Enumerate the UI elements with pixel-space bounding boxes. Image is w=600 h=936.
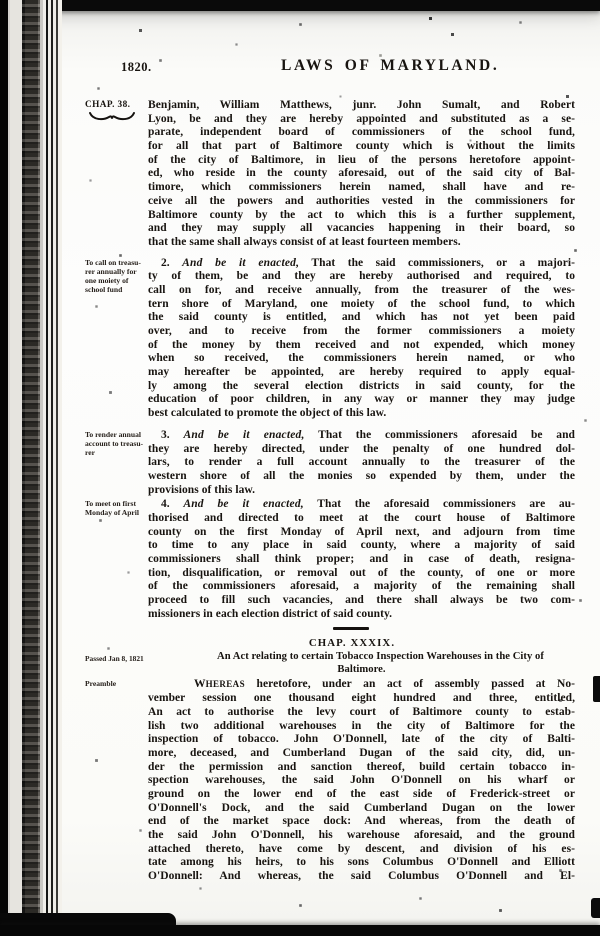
margin-note-line: To meet on first bbox=[85, 499, 136, 509]
act-section bbox=[85, 498, 583, 621]
text-line: the said John O'Donnell, his warehouse aforesaid, and the ground bbox=[148, 829, 575, 841]
margin-note bbox=[85, 257, 148, 421]
text-line: proceed to fill such vacancies, and there shall always be two com- bbox=[148, 594, 575, 607]
text-line: western shore of all the monies so expended by them, under the bbox=[148, 469, 575, 482]
text-line: and they may supply all vacancies happening in their board, so bbox=[148, 222, 575, 235]
text-line: tern shore of Maryland, one moiety of the school fund, to which bbox=[148, 297, 575, 310]
text-line: best calculated to promote the object of this law. bbox=[148, 407, 387, 420]
act-section bbox=[85, 99, 583, 250]
text-line: over, and to receive from the former commissioners a moiety bbox=[148, 325, 575, 337]
chapter-39-title-row bbox=[85, 650, 583, 676]
paragraph bbox=[148, 429, 575, 497]
margin-note bbox=[85, 99, 148, 250]
text-line: Lyon, be and they are hereby appointed and substituted as a se- bbox=[148, 112, 575, 125]
margin-note bbox=[85, 650, 148, 676]
text-line: parate, independent board of commissioners of the school fund, bbox=[148, 126, 575, 139]
text-line: attached thereto, have come by descent, and division of his es- bbox=[148, 842, 575, 855]
margin-note-line: rer annually for bbox=[85, 266, 137, 276]
text-line: ceive all the powers and authorities vested in the commissioners for bbox=[148, 194, 575, 207]
text-line: call on for, and receive annually, from the treasurer of the wes- bbox=[148, 283, 575, 296]
paragraph bbox=[148, 678, 575, 883]
margin-note-line: Monday of April bbox=[85, 508, 140, 518]
text-line: der the permission and sanction thereof, build certain tobacco in- bbox=[148, 760, 575, 773]
margin-note-line: To render annual bbox=[85, 429, 141, 439]
margin-note-line: rer bbox=[85, 447, 95, 457]
text-line: 2. And be it enacted, That the said commissioners, or a majori- bbox=[161, 256, 575, 269]
text-line: provisions of this law. bbox=[148, 483, 256, 496]
brace-icon bbox=[89, 111, 135, 122]
text-line: end of the market space dock: And whereas, from the death of bbox=[148, 815, 575, 828]
text-line: 4. And be it enacted, That the aforesaid commissioners are au- bbox=[161, 498, 575, 511]
scan-mark-right bbox=[593, 676, 600, 702]
text-line: O'Donnell: And whereas, the said Columbus O'Donnell and El- bbox=[148, 870, 575, 883]
passed-date-note: Passed Jan 8, 1821 bbox=[85, 654, 144, 664]
text-line: for all that part of Baltimore county which is without the limits bbox=[148, 140, 575, 153]
text-line: they are hereby directed, under the penalty of one hundred dol- bbox=[148, 442, 575, 455]
scan-noise-specks bbox=[0, 0, 1, 1]
act-title bbox=[148, 650, 575, 676]
margin-note-line: account to treasu- bbox=[85, 438, 144, 448]
page-year: 1820. bbox=[121, 60, 152, 74]
act-title-line: Baltimore. bbox=[337, 664, 386, 676]
text-line: Baltimore county by the act to which this is a further supplement, bbox=[148, 208, 575, 221]
chapter-39-heading: CHAP. XXXIX. bbox=[308, 637, 396, 650]
text-line: education of poor children, in any way or manner they may judge bbox=[148, 393, 575, 406]
text-line: missioners in each election district of said county. bbox=[148, 607, 393, 620]
scan-edge-bottom bbox=[0, 925, 600, 936]
chapter-39-preamble-paragraph bbox=[85, 678, 583, 883]
margin-note bbox=[85, 429, 148, 497]
text-line: to time to any place in said county, where a majority of said bbox=[148, 539, 575, 552]
book-binding-gutter bbox=[0, 0, 62, 936]
text-line: lish two additional warehouses in the city of Baltimore for the bbox=[148, 719, 575, 732]
text-line: ground on the lower end of the east side of Frederick-street or bbox=[148, 787, 575, 800]
text-line: may hereafter be appointed, are hereby required to apply equal- bbox=[148, 366, 575, 379]
act-section bbox=[85, 678, 583, 883]
text-line: O'Donnell's Dock, and the said Cumberland Dugan on the lower bbox=[148, 801, 575, 814]
chapter-38-label: CHAP. 38. bbox=[85, 100, 131, 110]
text-line: timore, which commissioners herein named, shall have and re- bbox=[148, 181, 575, 194]
paragraph bbox=[148, 99, 575, 250]
text-line: ed, who reside in the county aforesaid, out of the said city of Bal- bbox=[148, 167, 575, 180]
text-line: WHEREAS heretofore, under an act of assembly passed at No- bbox=[194, 678, 575, 691]
scan-mark-right bbox=[591, 898, 600, 918]
margin-note-line: school fund bbox=[85, 284, 123, 294]
paragraph bbox=[148, 498, 575, 621]
text-line: more, deceased, and Cumberland Dugan of the said city, did, un- bbox=[148, 746, 575, 759]
text-line: thorised and directed to meet at the court house of Baltimore bbox=[148, 511, 575, 524]
text-line: of the money by them received and not expended, which money bbox=[148, 338, 575, 351]
text-line: of the commissioners aforesaid, a majority of the remaining shall bbox=[148, 580, 575, 593]
text-line: 3. And be it enacted, That the commissioners aforesaid be and bbox=[161, 428, 575, 441]
page-content bbox=[85, 0, 585, 936]
text-line: the said county is entitled, and which has not yet been paid bbox=[148, 311, 575, 324]
text-line: inspection of tobacco. John O'Donnell, late of the city of Balti- bbox=[148, 733, 575, 746]
text-line: that the same shall always consist of at least fourteen members. bbox=[148, 235, 461, 248]
chapter-38-sections bbox=[85, 99, 583, 621]
text-line: ly among the several election districts in said county, for the bbox=[148, 379, 575, 392]
text-line: Benjamin, William Matthews, junr. John Sumalt, and Robert bbox=[148, 99, 575, 111]
text-line: spection warehouses, the said John O'Donnell on his wharf or bbox=[148, 774, 575, 787]
margin-note-line: Preamble bbox=[85, 679, 117, 689]
text-line: An act to authorise the levy court of Baltimore county to estab- bbox=[148, 705, 575, 718]
text-line: when so received, the commissioners herein named, or who bbox=[148, 352, 575, 365]
margin-note bbox=[85, 678, 148, 883]
act-section bbox=[85, 429, 583, 497]
running-title: LAWS OF MARYLAND. bbox=[281, 57, 500, 74]
text-line: county on the first Monday of April next, and adjourn from time bbox=[148, 525, 575, 538]
text-line: tate among his heirs, to his sons Columbus O'Donnell and Elliott bbox=[148, 856, 575, 869]
text-line: vember session one thousand eight hundred and three, entitled, bbox=[148, 692, 575, 705]
margin-note-line: To call on treasu- bbox=[85, 257, 141, 267]
section-divider bbox=[333, 627, 369, 630]
text-body bbox=[85, 99, 583, 884]
paragraph bbox=[148, 257, 575, 421]
margin-note-line: one moiety of bbox=[85, 275, 129, 285]
act-title-line: An Act relating to certain Tobacco Inspection Warehouses in the City of bbox=[217, 651, 544, 663]
act-section bbox=[85, 257, 583, 421]
text-line: commissioners shall think proper; and in case of death, resigna- bbox=[148, 553, 575, 565]
text-line: of the city of Baltimore, in lieu of the persons heretofore appoint- bbox=[148, 153, 575, 166]
margin-note bbox=[85, 498, 148, 621]
text-line: ty of them, be and they are hereby authorised and required, to bbox=[148, 270, 575, 283]
text-line: lars, to render a full account annually to the treasurer of the bbox=[148, 456, 575, 469]
text-line: tion, disqualification, or removal out of the county, of one or more bbox=[148, 566, 575, 579]
